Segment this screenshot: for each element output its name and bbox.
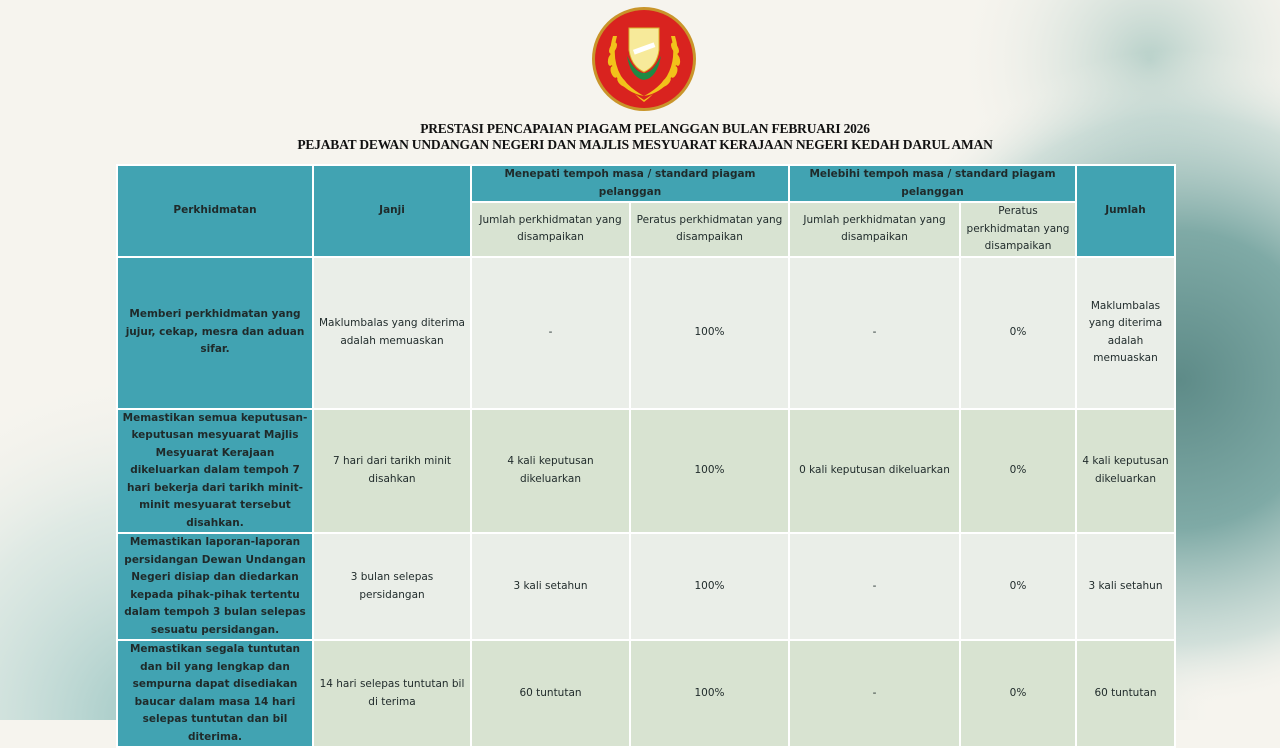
title-line-2: PEJABAT DEWAN UNDANGAN NEGERI DAN MAJLIS MESYUARAT KERAJAAN NEGERI KEDAH DARUL AMAN bbox=[297, 137, 993, 152]
kedah-crest-logo bbox=[591, 6, 697, 112]
cell-janji: 7 hari dari tarikh minit disahkan bbox=[313, 409, 471, 534]
cell-perkhidmatan: Memastikan semua keputusan-keputusan mesyuarat Majlis Mesyuarat Kerajaan dikeluarkan dalam tempoh 7 hari bekerja dari tarikh minit-minit mesyuarat tersebut disahkan. bbox=[117, 409, 313, 534]
customer-charter-table bbox=[116, 164, 1176, 748]
cell-jumlah: 3 kali setahun bbox=[1076, 533, 1175, 640]
cell-melebihi-jumlah: - bbox=[789, 640, 960, 747]
cell-menepati-peratus: 100% bbox=[630, 257, 789, 409]
cell-melebihi-jumlah: 0 kali keputusan dikeluarkan bbox=[789, 409, 960, 534]
cell-menepati-peratus: 100% bbox=[630, 533, 789, 640]
cell-melebihi-peratus: 0% bbox=[960, 533, 1076, 640]
table-row bbox=[117, 409, 1175, 534]
cell-melebihi-peratus: 0% bbox=[960, 409, 1076, 534]
col-header-janji: Janji bbox=[313, 165, 471, 257]
cell-perkhidmatan: Memastikan laporan-laporan persidangan Dewan Undangan Negeri disiap dan diedarkan kepada pihak-pihak tertentu dalam tempoh 3 bulan selepas sesuatu persidangan. bbox=[117, 533, 313, 640]
col-header-melebihi-peratus: Peratus perkhidmatan yang disampaikan bbox=[960, 202, 1076, 257]
cell-janji: 3 bulan selepas persidangan bbox=[313, 533, 471, 640]
title-line-1: PRESTASI PENCAPAIAN PIAGAM PELANGGAN BULAN FEBRUARI 2026 bbox=[420, 121, 870, 136]
col-group-melebihi: Melebihi tempoh masa / standard piagam pelanggan bbox=[789, 165, 1076, 202]
cell-janji: Maklumbalas yang diterima adalah memuaskan bbox=[313, 257, 471, 409]
table-row bbox=[117, 640, 1175, 747]
cell-menepati-jumlah: 3 kali setahun bbox=[471, 533, 630, 640]
cell-jumlah: 60 tuntutan bbox=[1076, 640, 1175, 747]
table-row bbox=[117, 533, 1175, 640]
col-group-menepati: Menepati tempoh masa / standard piagam pelanggan bbox=[471, 165, 789, 202]
col-header-jumlah: Jumlah bbox=[1076, 165, 1175, 257]
table-row bbox=[117, 257, 1175, 409]
cell-melebihi-peratus: 0% bbox=[960, 640, 1076, 747]
col-header-menepati-peratus: Peratus perkhidmatan yang disampaikan bbox=[630, 202, 789, 257]
cell-perkhidmatan: Memberi perkhidmatan yang jujur, cekap, mesra dan aduan sifar. bbox=[117, 257, 313, 409]
report-title bbox=[0, 121, 1280, 153]
cell-menepati-jumlah: 4 kali keputusan dikeluarkan bbox=[471, 409, 630, 534]
col-header-menepati-jumlah: Jumlah perkhidmatan yang disampaikan bbox=[471, 202, 630, 257]
cell-perkhidmatan: Memastikan segala tuntutan dan bil yang lengkap dan sempurna dapat disediakan baucar dalam masa 14 hari selepas tuntutan dan bil diterima. bbox=[117, 640, 313, 747]
cell-menepati-jumlah: 60 tuntutan bbox=[471, 640, 630, 747]
cell-jumlah: 4 kali keputusan dikeluarkan bbox=[1076, 409, 1175, 534]
cell-menepati-peratus: 100% bbox=[630, 640, 789, 747]
cell-menepati-peratus: 100% bbox=[630, 409, 789, 534]
cell-melebihi-jumlah: - bbox=[789, 257, 960, 409]
col-header-melebihi-jumlah: Jumlah perkhidmatan yang disampaikan bbox=[789, 202, 960, 257]
cell-melebihi-peratus: 0% bbox=[960, 257, 1076, 409]
cell-melebihi-jumlah: - bbox=[789, 533, 960, 640]
cell-menepati-jumlah: - bbox=[471, 257, 630, 409]
cell-jumlah: Maklumbalas yang diterima adalah memuaskan bbox=[1076, 257, 1175, 409]
col-header-perkhidmatan: Perkhidmatan bbox=[117, 165, 313, 257]
header-row-1 bbox=[117, 165, 1175, 202]
cell-janji: 14 hari selepas tuntutan bil di terima bbox=[313, 640, 471, 747]
